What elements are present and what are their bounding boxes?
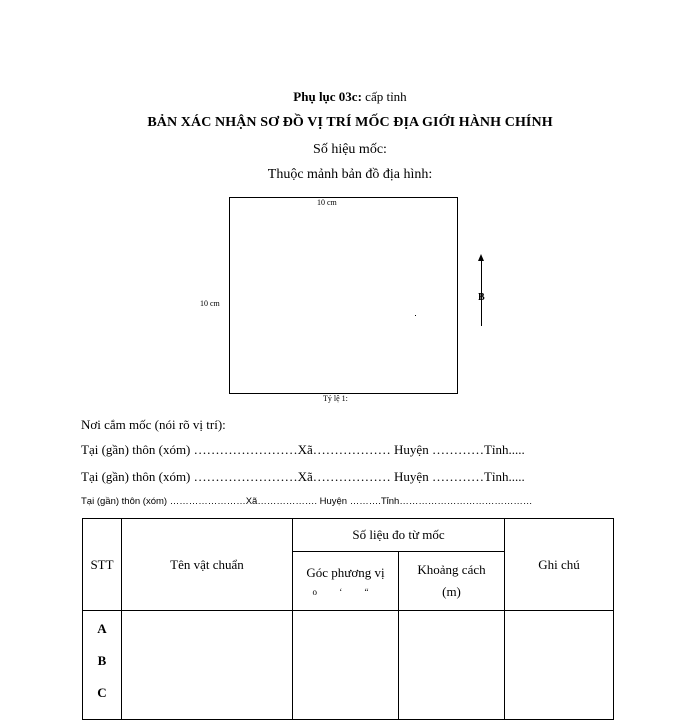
header-note: Ghi chú	[505, 519, 614, 611]
location-line-3: Tại (gần) thôn (xóm) ……………………Xã………………. Huyện ……….Tỉnh……………………………………	[81, 496, 533, 507]
note-cell	[505, 611, 614, 720]
row-label-c: C	[97, 685, 107, 700]
header-azimuth	[293, 552, 399, 611]
header-distance	[399, 552, 505, 611]
header-stt: STT	[83, 519, 122, 611]
location-line-1: Tại (gần) thôn (xóm) ……………………Xã……………… Huyện …………Tỉnh.....	[81, 442, 525, 457]
marker-number-label: Số hiệu mốc:	[313, 142, 387, 157]
diagram-scale-label: Tỷ lệ 1:	[323, 394, 348, 403]
row-labels	[83, 611, 122, 720]
document-title: BẢN XÁC NHẬN SƠ ĐỒ VỊ TRÍ MỐC ĐỊA GIỚI HÀNH CHÍNH	[147, 115, 553, 130]
location-line-2: Tại (gần) thôn (xóm) ……………………Xã……………… Huyện …………Tỉnh.....	[81, 469, 525, 484]
azimuth-cell	[293, 611, 399, 720]
marker-dot	[415, 315, 416, 316]
row-label-b: B	[97, 653, 107, 668]
table-row	[83, 611, 614, 720]
appendix-label	[0, 89, 700, 105]
distance-unit: (m)	[442, 584, 461, 599]
north-label: B	[478, 292, 485, 303]
azimuth-label: Góc phương vị	[306, 565, 385, 580]
object-name-cell	[122, 611, 293, 720]
header-object-name: Tên vật chuẩn	[122, 519, 293, 611]
reference-object-table	[82, 518, 614, 720]
table-header-row	[83, 519, 614, 552]
placement-label: Nơi cắm mốc (nói rõ vị trí):	[81, 417, 226, 432]
diagram-width-label: 10 cm	[314, 198, 340, 207]
diagram-height-label: 10 cm	[200, 299, 220, 308]
location-diagram-frame	[229, 197, 458, 394]
appendix-label-bold: Phụ lục 03c:	[293, 89, 362, 104]
north-arrow-icon	[478, 254, 484, 261]
map-sheet-label: Thuộc mảnh bản đồ địa hình:	[267, 167, 433, 182]
header-measurement-group: Số liệu đo từ mốc	[293, 519, 505, 552]
azimuth-units: o ‘ “	[312, 587, 379, 597]
distance-label: Khoảng cách	[417, 562, 486, 577]
distance-cell	[399, 611, 505, 720]
appendix-label-rest: cấp tỉnh	[361, 89, 407, 104]
row-label-a: A	[97, 621, 107, 636]
